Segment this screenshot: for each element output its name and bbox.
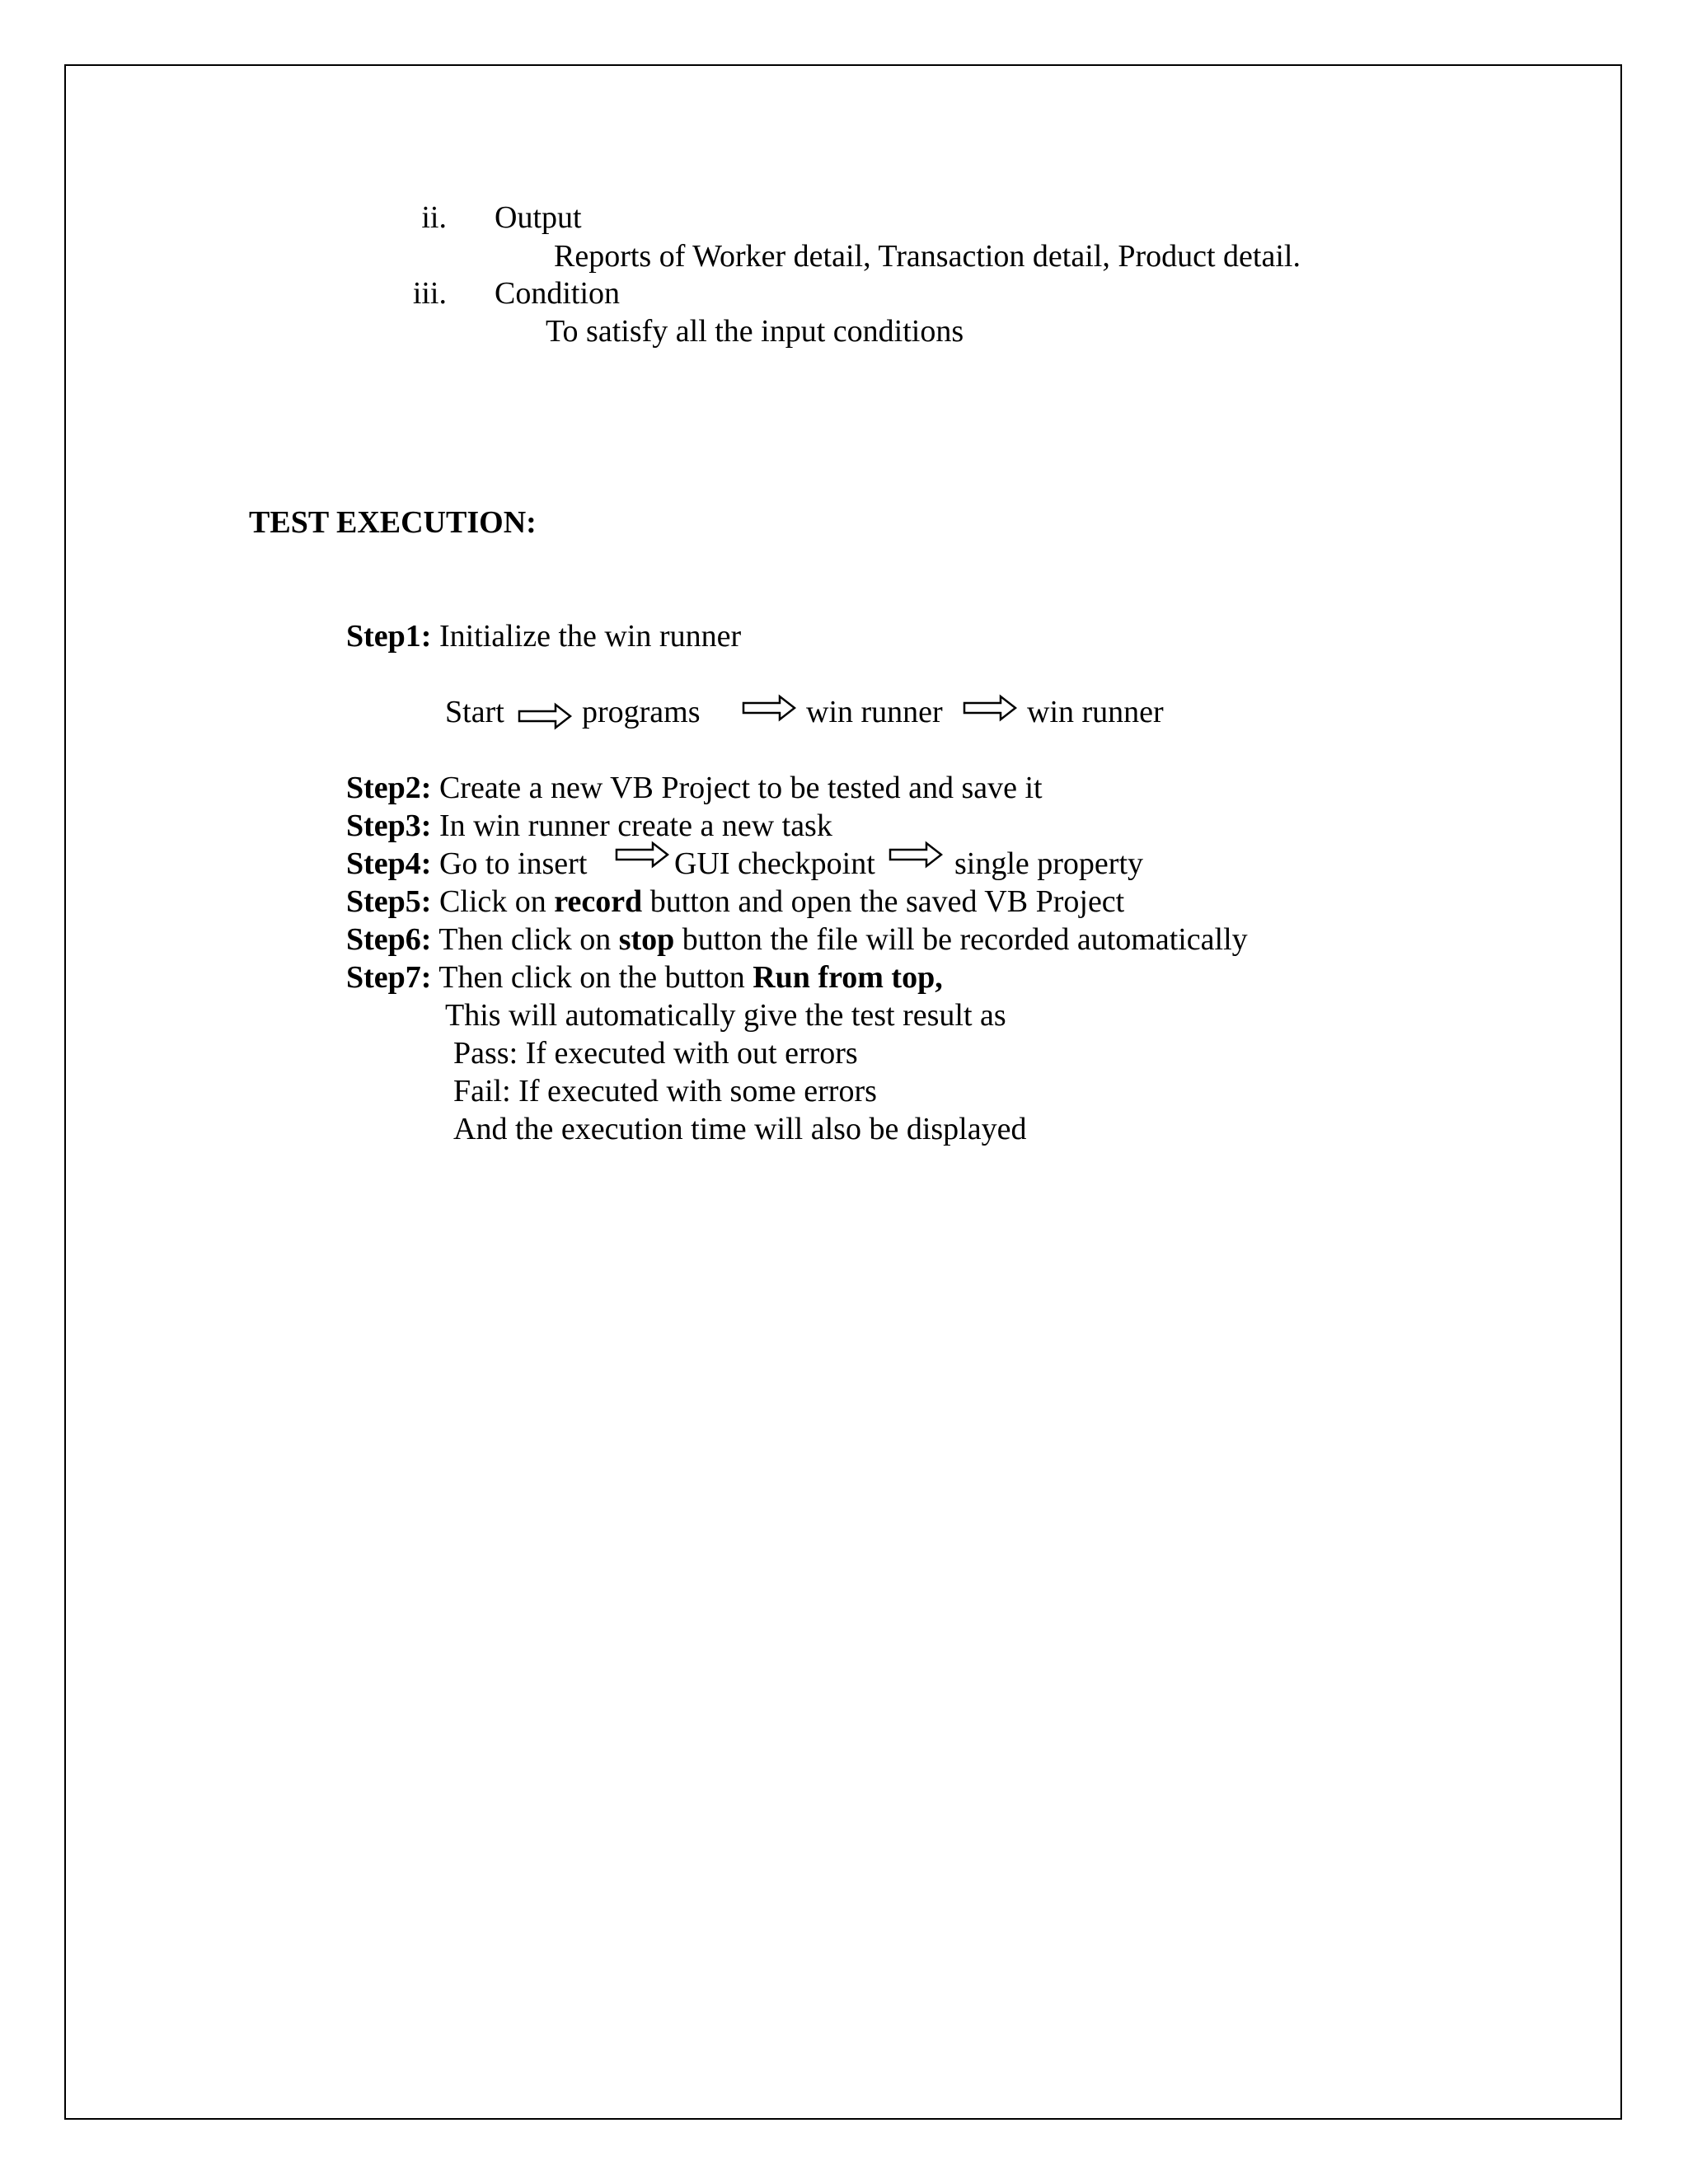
path-programs: programs bbox=[582, 695, 701, 729]
step5-label: Step5: bbox=[346, 884, 432, 919]
path-winrunner-2: win runner bbox=[1027, 695, 1164, 729]
step6-keyword: stop bbox=[618, 922, 675, 957]
step4-text: Go to insert bbox=[431, 846, 588, 881]
step1-line bbox=[346, 618, 741, 654]
step4-gui-checkpoint: GUI checkpoint bbox=[674, 846, 875, 881]
step7-line bbox=[346, 959, 943, 996]
step3-line bbox=[346, 808, 832, 844]
right-arrow-icon bbox=[615, 841, 669, 869]
step6-post: button the file will be recorded automatically bbox=[674, 922, 1248, 957]
step7-line3: Pass: If executed with out errors bbox=[453, 1036, 858, 1071]
step5-keyword: record bbox=[554, 884, 643, 919]
step7-line5: And the execution time will also be displayed bbox=[453, 1112, 1027, 1146]
step4-line bbox=[346, 846, 587, 882]
step5-pre: Click on bbox=[431, 884, 555, 919]
list-detail-output: Reports of Worker detail, Transaction detail, Product detail. bbox=[554, 239, 1301, 274]
step7-label: Step7: bbox=[346, 960, 432, 995]
list-title-condition: Condition bbox=[495, 276, 621, 311]
path-winrunner-1: win runner bbox=[806, 695, 943, 729]
list-detail-condition: To satisfy all the input conditions bbox=[546, 314, 964, 349]
step2-text: Create a new VB Project to be tested and save it bbox=[431, 771, 1043, 805]
right-arrow-icon bbox=[518, 702, 572, 730]
right-arrow-icon bbox=[889, 841, 943, 869]
section-heading: TEST EXECUTION: bbox=[249, 505, 537, 540]
step2-line bbox=[346, 770, 1043, 806]
right-arrow-icon bbox=[742, 694, 796, 722]
list-numeral-ii: ii. bbox=[421, 200, 447, 235]
step7-line4: Fail: If executed with some errors bbox=[453, 1074, 877, 1108]
step1-text: Initialize the win runner bbox=[431, 619, 742, 654]
step6-line bbox=[346, 921, 1248, 958]
step2-label: Step2: bbox=[346, 771, 432, 805]
step7-keyword: Run from top, bbox=[753, 960, 943, 995]
step5-line bbox=[346, 883, 1124, 920]
step7-line2: This will automatically give the test result as bbox=[445, 998, 1006, 1033]
right-arrow-icon bbox=[963, 694, 1017, 722]
step7-pre: Then click on the button bbox=[431, 960, 753, 995]
list-title-output: Output bbox=[495, 200, 582, 235]
step6-pre: Then click on bbox=[431, 922, 619, 957]
step5-post: button and open the saved VB Project bbox=[642, 884, 1125, 919]
step6-label: Step6: bbox=[346, 922, 432, 957]
step1-label: Step1: bbox=[346, 619, 432, 654]
step4-label: Step4: bbox=[346, 846, 432, 881]
path-start: Start bbox=[445, 695, 504, 729]
step3-text: In win runner create a new task bbox=[431, 808, 832, 843]
list-numeral-iii: iii. bbox=[412, 276, 447, 311]
step3-label: Step3: bbox=[346, 808, 432, 843]
step4-single-property: single property bbox=[954, 846, 1144, 881]
